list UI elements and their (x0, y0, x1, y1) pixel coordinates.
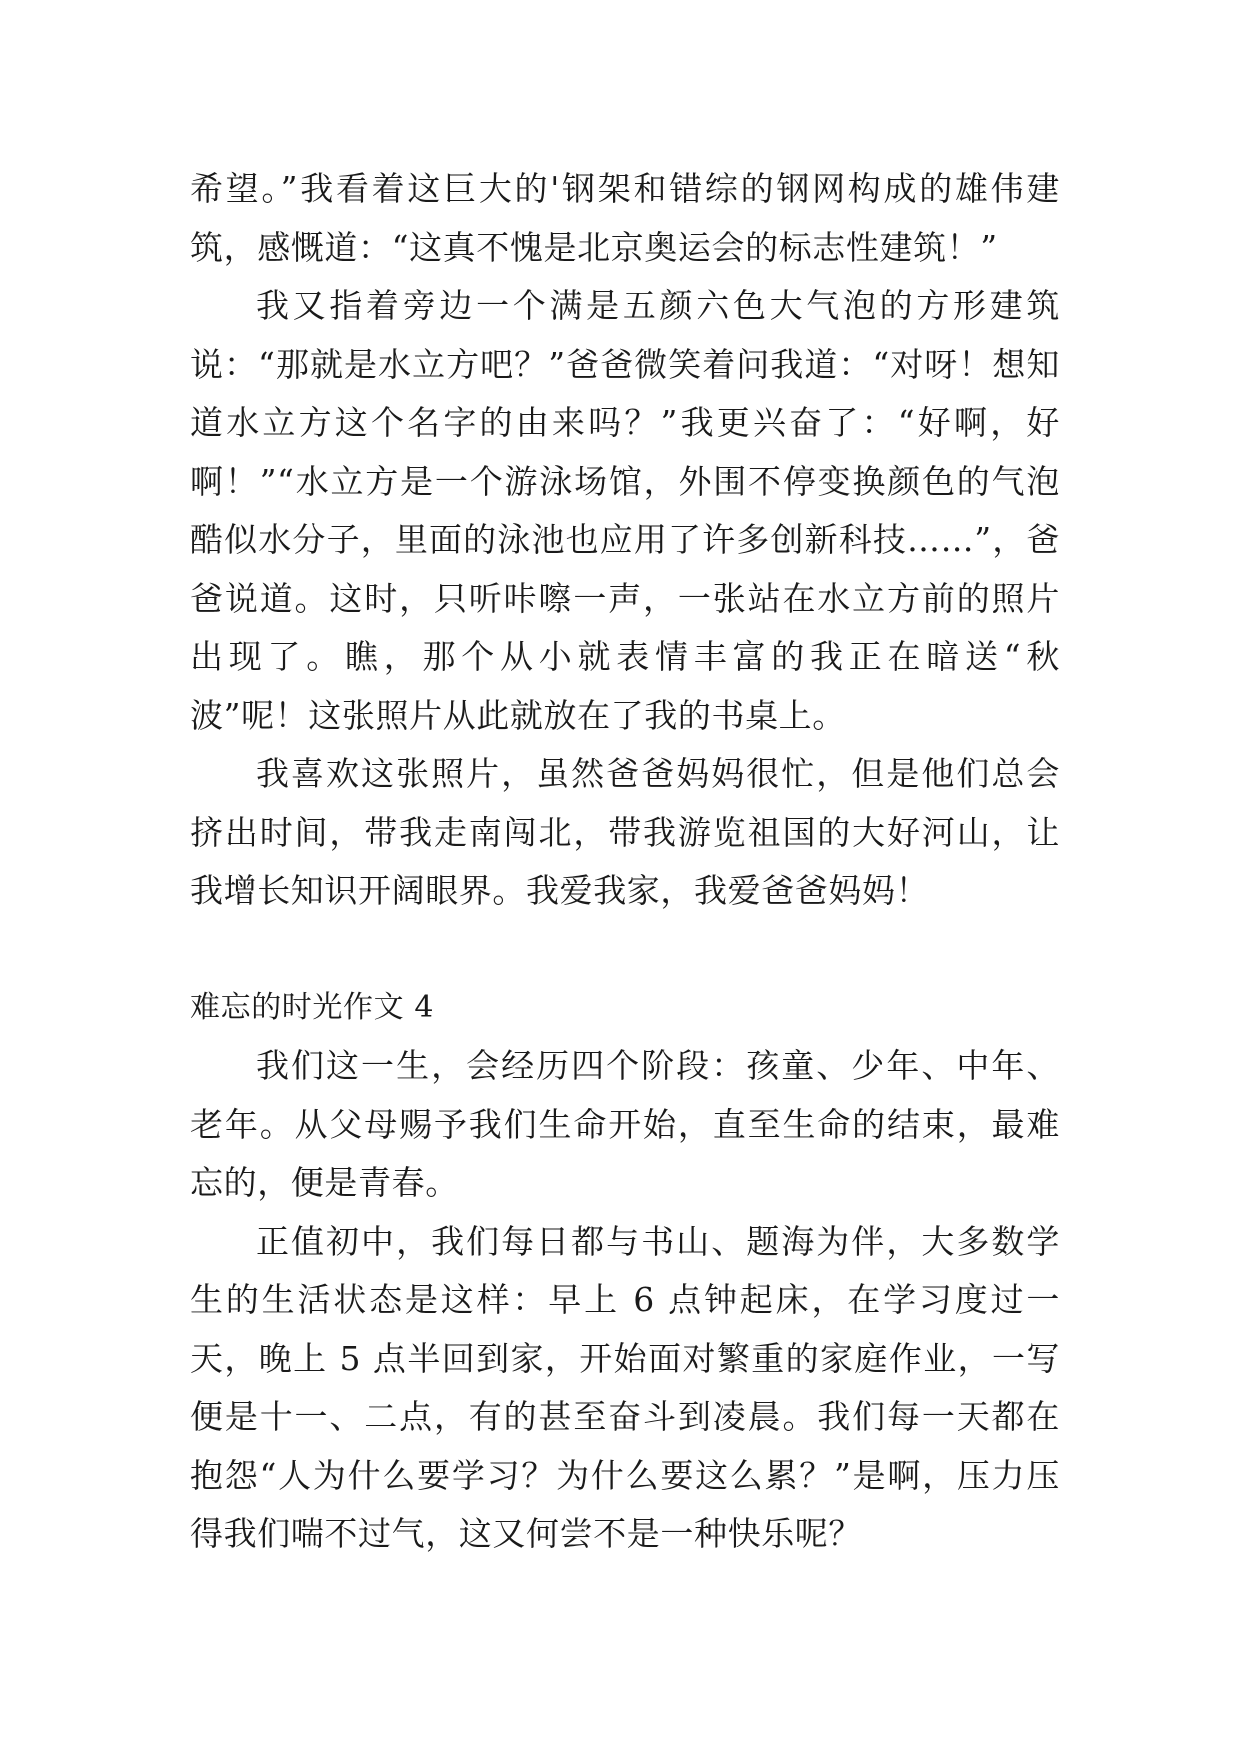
document-body (190, 160, 1060, 1564)
paragraph-junior-high: 正值初中，我们每日都与书山、题海为伴，大多数学生的生活状态是这样：早上 6 点钟起床，在学习度过一天，晚上 5 点半回到家，开始面对繁重的家庭作业，一写便是十一、二点，有的甚至奋斗到凌晨。我们每一天都在抱怨“人为什么要学习？为什么要这么累？”是啊，压力压得我们喘不过气，这又何尝不是一种快乐呢？ (190, 1221, 1060, 1553)
paragraph-love-family: 我喜欢这张照片，虽然爸爸妈妈很忙，但是他们总会挤出时间，带我走南闯北，带我游览祖国的大好河山，让我增长知识开阔眼界。我爱我家，我爱爸爸妈妈！ (190, 754, 1060, 910)
paragraph-water-cube: 我又指着旁边一个满是五颜六色大气泡的方形建筑说：“那就是水立方吧？”爸爸微笑着问我道：“对呀！想知道水立方这个名字的由来吗？”我更兴奋了：“好啊，好啊！”“水立方是一个游泳场馆，外围不停变换颜色的气泡酷似水分子，里面的泳池也应用了许多创新科技……”，爸爸说道。这时，只听咔嚓一声，一张站在水立方前的照片出现了。瞧，那个从小就表情丰富的我正在暗送“秋波”呢！这张照片从此就放在了我的书桌上。 (190, 286, 1060, 735)
paragraph-life-stages: 我们这一生，会经历四个阶段：孩童、少年、中年、老年。从父母赐予我们生命开始，直至生命的结束，最难忘的，便是青春。 (190, 1046, 1060, 1202)
paragraph-continuation: 希望。”我看着这巨大的'钢架和错综的钢网构成的雄伟建筑，感慨道：“这真不愧是北京奥运会的标志性建筑！” (190, 169, 1060, 267)
section-title: 难忘的时光作文 4 (190, 989, 435, 1025)
